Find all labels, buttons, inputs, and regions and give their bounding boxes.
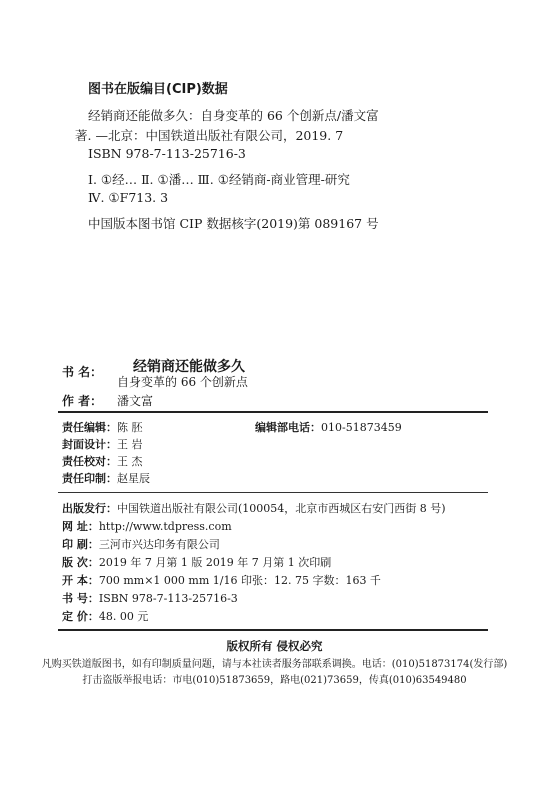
printer-row [62,536,220,552]
web-row [62,518,232,534]
printer-value: 三河市兴达印务有限公司 [98,538,220,551]
editor-value: 陈 胚 [117,421,143,434]
cip-line-6: 中国版本图书馆 CIP 数据核字(2019)第 089167 号 [88,216,379,231]
proof-row [62,453,143,469]
rights-notice-2: 打击盗版举报电话：市电(010)51873659，路电(021)73659，传真(010)63549480 [82,675,467,686]
web-value: http://www.tdpress.com [98,520,232,533]
cip-line-2: 著. —北京：中国铁道出版社有限公司，2019. 7 [75,128,344,143]
phone-value: 010-51873459 [321,421,402,434]
cip-line-3: ISBN 978-7-113-25716-3 [88,146,246,161]
divider-2 [58,492,488,493]
phone-row [255,419,402,435]
proof-label: 责任校对： [62,455,117,468]
cover-label: 封面设计： [62,438,117,451]
cover-row [62,436,143,452]
publisher-value: 中国铁道出版社有限公司(100054，北京市西城区右安门西街 8 号) [117,502,446,515]
publisher-label: 出版发行： [62,502,117,515]
cip-line-5: Ⅳ. ①F713. 3 [88,190,169,205]
format-row [62,572,381,588]
book-subtitle: 自身变革的 66 个创新点 [117,375,248,389]
cip-line-1: 经销商还能做多久：自身变革的 66 个创新点/潘文富 [88,108,379,123]
print-label: 责任印制： [62,472,117,485]
divider-1 [58,411,488,413]
price-value: 48. 00 元 [98,610,149,623]
web-label: 网 址： [62,520,99,533]
price-label: 定 价： [62,610,99,623]
editor-row [62,419,143,435]
author-label: 作 者： [62,394,103,408]
isbn-label: 书 号： [62,592,99,605]
cover-value: 王 岩 [117,438,143,451]
edition-row [62,554,331,570]
print-value: 赵星辰 [117,472,150,485]
isbn-row [62,590,238,606]
divider-3 [58,629,488,631]
title-label: 书 名： [62,365,103,379]
proof-value: 王 杰 [117,455,143,468]
rights-title: 版权所有 侵权必究 [226,639,323,653]
print-row [62,470,150,486]
price-row [62,608,148,624]
rights-notice-1: 凡购买铁道版图书，如有印制质量问题，请与本社读者服务部联系调换。电话：(010)51873174(发行部) [41,659,508,670]
isbn-value: ISBN 978-7-113-25716-3 [98,592,238,605]
phone-label: 编辑部电话： [255,421,321,434]
printer-label: 印 刷： [62,538,99,551]
cip-line-4: Ⅰ. ①经… Ⅱ. ①潘… Ⅲ. ①经销商-商业管理-研究 [88,172,350,187]
format-label: 开 本： [62,574,99,587]
cip-heading: 图书在版编目(CIP)数据 [88,82,228,97]
edition-label: 版 次： [62,556,99,569]
editor-label: 责任编辑： [62,421,117,434]
author-name: 潘文富 [117,394,154,408]
publisher-row [62,500,446,516]
format-value: 700 mm×1 000 mm 1/16 印张：12. 75 字数：163 千 [98,574,381,587]
book-title: 经销商还能做多久 [133,359,245,375]
edition-value: 2019 年 7 月第 1 版 2019 年 7 月第 1 次印刷 [98,556,332,569]
